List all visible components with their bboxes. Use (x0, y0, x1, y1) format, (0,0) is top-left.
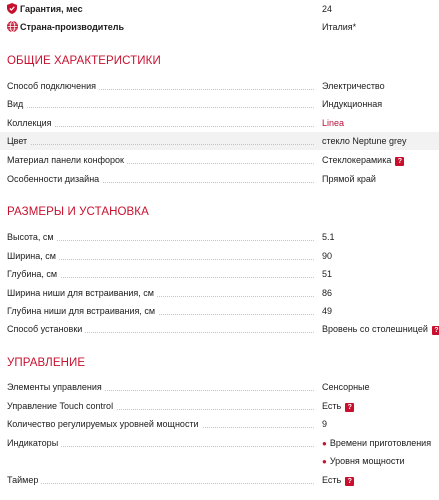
spec-value-with-help (322, 471, 354, 489)
spec-label: Особенности дизайна (7, 174, 102, 184)
spec-value: 5.1 (322, 232, 335, 242)
spec-row (0, 114, 439, 132)
section-title-control: УПРАВЛЕНИЕ (7, 357, 86, 369)
spec-value-with-help (322, 320, 439, 338)
spec-row (0, 265, 439, 283)
spec-row (0, 434, 439, 452)
spec-label: Материал панели конфорок (7, 155, 127, 165)
spec-label: Способ подключения (7, 81, 99, 91)
spec-row (0, 132, 439, 150)
spec-row (0, 77, 439, 95)
spec-label: Ширина ниши для встраивания, см (7, 288, 157, 298)
warranty-value: 24 (322, 4, 333, 14)
spec-value: 51 (322, 269, 333, 279)
spec-value: Времени приготовления (329, 438, 432, 448)
spec-row (0, 302, 439, 320)
bullet-icon: ● (322, 457, 327, 466)
spec-value: 90 (322, 251, 333, 261)
spec-row (0, 397, 439, 415)
section-title-general: ОБЩИЕ ХАРАКТЕРИСТИКИ (7, 55, 161, 67)
spec-value: Индукционная (322, 99, 383, 109)
warranty-row (0, 0, 439, 18)
spec-label: Управление Touch control (7, 401, 116, 411)
spec-value: Уровня мощности (329, 456, 405, 466)
country-row (0, 18, 439, 36)
spec-label: Ширина, см (7, 251, 59, 261)
spec-label: Глубина ниши для встраивания, см (7, 306, 158, 316)
spec-row (0, 247, 439, 265)
collection-link[interactable]: Linea (322, 118, 345, 128)
help-icon[interactable]: ? (345, 403, 354, 412)
country-label: Страна-производитель (20, 22, 124, 32)
spec-row (0, 284, 439, 302)
spec-label: Способ установки (7, 324, 85, 334)
spec-value: Сенсорные (322, 382, 370, 392)
spec-value: Стеклокерамика (322, 155, 392, 165)
spec-value: Вровень со столешницей (322, 324, 428, 334)
spec-value: Прямой край (322, 174, 376, 184)
spec-value-with-help (322, 397, 354, 415)
spec-label: Вид (7, 99, 26, 109)
bullet-icon: ● (322, 439, 327, 448)
help-icon[interactable]: ? (395, 157, 404, 166)
spec-row (0, 151, 439, 169)
spec-label: Цвет (7, 136, 30, 146)
spec-value-bulleted (322, 452, 405, 470)
spec-row (0, 95, 439, 113)
spec-row (0, 170, 439, 188)
spec-label: Количество регулируемых уровней мощности (7, 419, 202, 429)
spec-row (0, 452, 439, 470)
spec-label: Высота, см (7, 232, 57, 242)
spec-row (0, 228, 439, 246)
section-title-dimensions: РАЗМЕРЫ И УСТАНОВКА (7, 206, 149, 218)
help-icon[interactable]: ? (432, 326, 439, 335)
spec-value: Есть (322, 401, 342, 411)
country-value: Италия* (322, 22, 357, 32)
globe-icon (7, 21, 18, 32)
spec-value-with-help (322, 151, 404, 169)
shield-check-icon (7, 3, 17, 14)
spec-value: стекло Neptune grey (322, 136, 407, 146)
spec-label: Индикаторы (7, 438, 61, 448)
spec-label: Элементы управления (7, 382, 105, 392)
spec-label: Коллекция (7, 118, 55, 128)
spec-value: 49 (322, 306, 333, 316)
spec-label: Глубина, см (7, 269, 60, 279)
spec-row (0, 320, 439, 338)
spec-value: 9 (322, 419, 328, 429)
warranty-label: Гарантия, мес (20, 4, 83, 14)
spec-row (0, 378, 439, 396)
spec-value: Электричество (322, 81, 385, 91)
spec-row (0, 415, 439, 433)
spec-value: 86 (322, 288, 333, 298)
spec-value-bulleted (322, 434, 431, 452)
spec-value: Есть (322, 475, 342, 485)
spec-row (0, 471, 439, 489)
help-icon[interactable]: ? (345, 477, 354, 486)
spec-label: Таймер (7, 475, 41, 485)
